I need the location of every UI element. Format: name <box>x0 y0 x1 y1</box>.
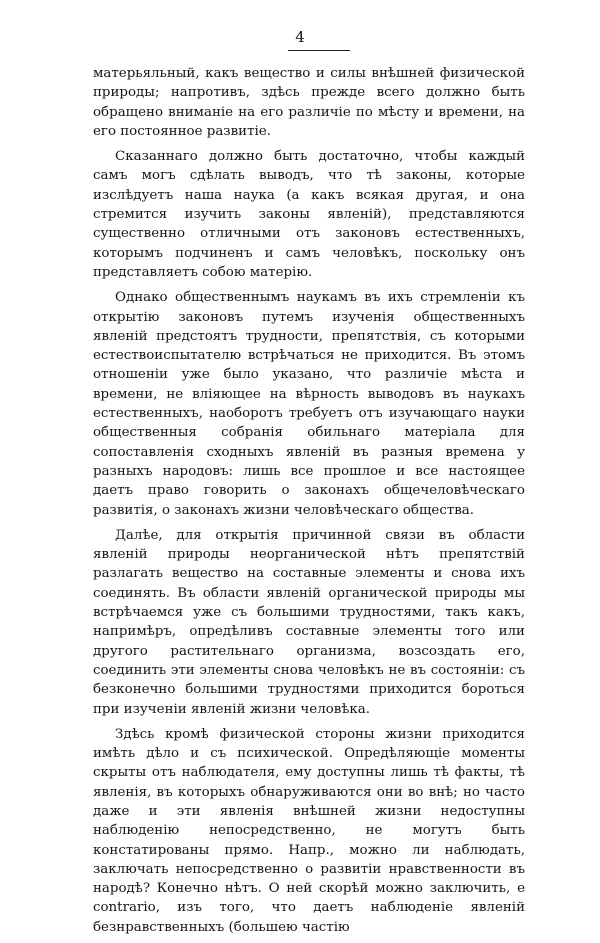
paragraph-text: Далѣе, для открытія причинной связи въ области явленій природы неорганической нѣтъ препятствій разлагать вещество на составные элементы и снова ихъ соединять. Въ области явленій органической природы мы встрѣчаемся уже съ большими трудностями, такъ какъ, напримѣръ, опредѣливъ составные элементы того или другого растительнаго организма, возсоздать его, соединить эти элементы снова человѣкъ не въ состояніи: съ безконечно большими трудностями приходится бороться при изученіи явленій жизни человѣка. <box>93 527 525 717</box>
page-number-rule <box>288 50 350 51</box>
paragraph-continuation <box>93 64 525 141</box>
paragraph-laws <box>93 147 525 282</box>
paragraph-psychic-side <box>93 725 525 937</box>
paragraph-text: Однако общественнымъ наукамъ въ ихъ стремленіи къ открытію законовъ путемъ изученія общественныхъ явленій предстоятъ трудности, препятствія, съ которыми естествоиспытателю встрѣчаться не приходится. Въ этомъ отношеніи уже было указано, что различіе мѣста и времени, не вліяющее на вѣрность выводовъ въ наукахъ естественныхъ, наоборотъ требуетъ отъ изучающаго науки общественныя собранія обильнаго матеріала для сопоставленія сходныхъ явленій въ разныя времена у разныхъ народовъ: лишь все прошлое и все настоящее даетъ право говорить о законахъ общечеловѣческаго развитія, о законахъ жизни человѣческаго общества. <box>93 290 525 518</box>
paragraph-causal-link <box>93 526 525 719</box>
paragraph-text: матерьяльный, какъ вещество и силы внѣшней физической природы; напротивъ, здѣсь прежде всего должно быть обращено вниманіе на его различіе по мѣсту и времени, на его постоянное развитіе. <box>93 66 525 139</box>
paragraph-text: Сказаннаго должно быть достаточно, чтобы каждый самъ могъ сдѣлать выводъ, что тѣ законы, которые изслѣдуетъ наша наука (а какъ всякая другая, и она стремится изучить законы явленій), представляются существенно отличными отъ законовъ естественныхъ, которымъ подчиненъ и самъ человѣкъ, поскольку онъ представляетъ собою матерію. <box>93 149 525 280</box>
body-text <box>93 64 525 943</box>
paragraph-social-sciences <box>93 288 525 520</box>
page-number: 4 <box>295 28 305 46</box>
paragraph-text: Здѣсь кромѣ физической стороны жизни приходится имѣть дѣло и съ психической. Опредѣляющіе моменты скрыты отъ наблюдателя, ему доступны лишь тѣ факты, тѣ явленія, въ которыхъ обнаруживаются они во внѣ; но часто даже и эти явленія внѣшней жизни недоступны наблюденію непосредственно, не могутъ быть констатированы прямо. Напр., можно ли наблюдать, заключать непосредственно о развитіи нравственности въ народѣ? Конечно нѣтъ. О ней скорѣй можно заключить, e contrario, изъ того, что даетъ наблюденіе явленій безнравственныхъ (большею частію <box>93 726 525 935</box>
